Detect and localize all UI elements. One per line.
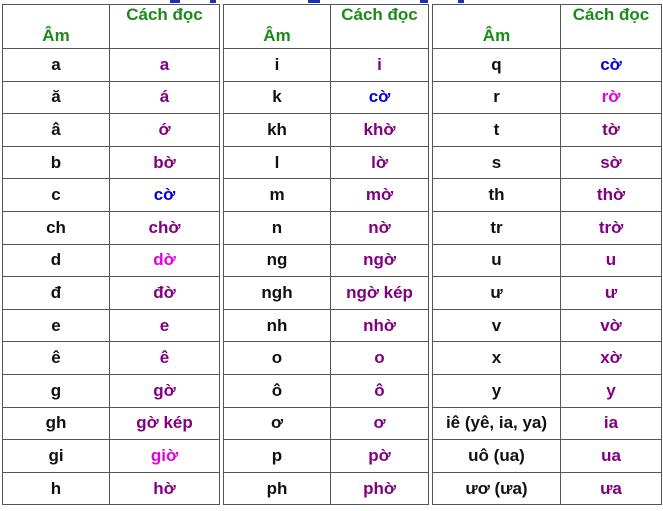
header-cell-cach-doc	[561, 5, 662, 49]
table-row	[224, 342, 429, 375]
pronunciation-cell: thờ	[561, 179, 662, 212]
header-am-label: Âm	[263, 26, 291, 45]
header-row	[433, 5, 662, 49]
letter-cell: o	[224, 342, 331, 375]
header-cell-am	[3, 5, 110, 49]
pronunciation-cell: ư	[561, 277, 662, 310]
letter-cell: ư	[433, 277, 561, 310]
letter-cell: t	[433, 114, 561, 147]
letter-cell: ph	[224, 472, 331, 505]
pronunciation-cell: ua	[561, 440, 662, 473]
table-row	[433, 342, 662, 375]
letter-cell: gh	[3, 407, 110, 440]
table-row	[3, 244, 220, 277]
pronunciation-cell: gờ kép	[110, 407, 220, 440]
pronunciation-cell: gờ	[110, 374, 220, 407]
letter-cell: q	[433, 49, 561, 82]
letter-cell: ê	[3, 342, 110, 375]
table-row	[224, 211, 429, 244]
letter-cell: v	[433, 309, 561, 342]
letter-cell: i	[224, 49, 331, 82]
table-row	[3, 49, 220, 82]
pronunciation-cell: cờ	[561, 49, 662, 82]
letter-cell: p	[224, 440, 331, 473]
letter-cell: ơ	[224, 407, 331, 440]
pronunciation-cell: ưa	[561, 472, 662, 505]
letter-cell: x	[433, 342, 561, 375]
table-row	[224, 179, 429, 212]
table-row	[433, 244, 662, 277]
top-strip-dash	[458, 0, 464, 3]
letter-cell: r	[433, 81, 561, 114]
pronunciation-cell: ia	[561, 407, 662, 440]
table-row	[3, 81, 220, 114]
letter-cell: ngh	[224, 277, 331, 310]
table-row	[224, 277, 429, 310]
pronunciation-cell: ô	[331, 374, 429, 407]
letter-cell: nh	[224, 309, 331, 342]
pronunciation-cell: nờ	[331, 211, 429, 244]
pronunciation-cell: ngờ	[331, 244, 429, 277]
letter-cell: th	[433, 179, 561, 212]
pronunciation-cell: o	[331, 342, 429, 375]
table-row	[3, 342, 220, 375]
letter-cell: s	[433, 146, 561, 179]
table-row	[433, 114, 662, 147]
table-row	[433, 49, 662, 82]
pronunciation-cell: ngờ kép	[331, 277, 429, 310]
table-row	[224, 472, 429, 505]
pronunciation-cell: a	[110, 49, 220, 82]
pronunciation-cell: á	[110, 81, 220, 114]
top-strip-dash	[420, 0, 428, 3]
header-cach-doc-label: Cách đọc	[126, 5, 203, 24]
table-row	[224, 374, 429, 407]
pronunciation-cell: xờ	[561, 342, 662, 375]
table-row	[3, 277, 220, 310]
table-row	[433, 472, 662, 505]
letter-cell: ô	[224, 374, 331, 407]
header-cell-am	[224, 5, 331, 49]
table-row	[433, 374, 662, 407]
table-row	[3, 374, 220, 407]
letter-cell: y	[433, 374, 561, 407]
pronunciation-cell: đờ	[110, 277, 220, 310]
letter-cell: đ	[3, 277, 110, 310]
pronunciation-cell: mờ	[331, 179, 429, 212]
letter-cell: u	[433, 244, 561, 277]
pronunciation-cell: ê	[110, 342, 220, 375]
pronunciation-cell: trờ	[561, 211, 662, 244]
pronunciation-cell: cờ	[110, 179, 220, 212]
table-row	[433, 211, 662, 244]
letter-cell: b	[3, 146, 110, 179]
table-row	[3, 211, 220, 244]
top-strip-dash	[308, 0, 320, 3]
pronunciation-cell: chờ	[110, 211, 220, 244]
pronunciation-cell: e	[110, 309, 220, 342]
header-row	[3, 5, 220, 49]
letter-cell: ng	[224, 244, 331, 277]
pronunciation-cell: u	[561, 244, 662, 277]
table-row	[224, 49, 429, 82]
pronunciation-cell: i	[331, 49, 429, 82]
pronunciation-cell: dờ	[110, 244, 220, 277]
table-row	[224, 309, 429, 342]
header-am-label: Âm	[482, 26, 511, 45]
header-cell-cach-doc	[110, 5, 220, 49]
pronunciation-cell: tờ	[561, 114, 662, 147]
letter-cell: h	[3, 472, 110, 505]
table-row	[3, 146, 220, 179]
alphabet-table	[432, 4, 662, 505]
letter-cell: iê (yê, ia, ya)	[433, 407, 561, 440]
pronunciation-cell: y	[561, 374, 662, 407]
pronunciation-cell: sờ	[561, 146, 662, 179]
letter-cell: kh	[224, 114, 331, 147]
table-row	[433, 179, 662, 212]
pronunciation-cell: cờ	[331, 81, 429, 114]
letter-cell: ch	[3, 211, 110, 244]
top-strip-dash	[170, 0, 180, 3]
letter-cell: uô (ua)	[433, 440, 561, 473]
table-row	[433, 277, 662, 310]
pronunciation-cell: khờ	[331, 114, 429, 147]
table-row	[433, 407, 662, 440]
letter-cell: c	[3, 179, 110, 212]
pronunciation-cell: bờ	[110, 146, 220, 179]
table-row	[3, 472, 220, 505]
alphabet-table	[2, 4, 220, 505]
table-row	[433, 146, 662, 179]
header-row	[224, 5, 429, 49]
letter-cell: gi	[3, 440, 110, 473]
table-row	[224, 114, 429, 147]
letter-cell: e	[3, 309, 110, 342]
letter-cell: d	[3, 244, 110, 277]
table-row	[3, 179, 220, 212]
table-row	[224, 440, 429, 473]
pronunciation-cell: ớ	[110, 114, 220, 147]
table-row	[224, 244, 429, 277]
table-row	[433, 440, 662, 473]
pronunciation-cell: rờ	[561, 81, 662, 114]
table-row	[433, 309, 662, 342]
table-row	[224, 81, 429, 114]
alphabet-table	[223, 4, 429, 505]
letter-cell: a	[3, 49, 110, 82]
letter-cell: â	[3, 114, 110, 147]
letter-cell: g	[3, 374, 110, 407]
header-cach-doc-label: Cách đọc	[341, 5, 418, 24]
letter-cell: k	[224, 81, 331, 114]
alphabet-tables	[2, 4, 662, 505]
header-cell-am	[433, 5, 561, 49]
letter-cell: n	[224, 211, 331, 244]
pronunciation-cell: lờ	[331, 146, 429, 179]
pronunciation-cell: vờ	[561, 309, 662, 342]
table-row	[3, 440, 220, 473]
letter-cell: m	[224, 179, 331, 212]
letter-cell: ươ (ưa)	[433, 472, 561, 505]
pronunciation-cell: giờ	[110, 440, 220, 473]
table-row	[224, 407, 429, 440]
top-strip-dash	[210, 0, 216, 3]
pronunciation-cell: phờ	[331, 472, 429, 505]
letter-cell: l	[224, 146, 331, 179]
table-row	[3, 309, 220, 342]
header-cach-doc-label: Cách đọc	[572, 5, 650, 24]
pronunciation-cell: nhờ	[331, 309, 429, 342]
table-row	[3, 407, 220, 440]
pronunciation-cell: hờ	[110, 472, 220, 505]
pronunciation-cell: pờ	[331, 440, 429, 473]
header-cell-cach-doc	[331, 5, 429, 49]
table-row	[433, 81, 662, 114]
pronunciation-cell: ơ	[331, 407, 429, 440]
table-row	[3, 114, 220, 147]
header-am-label: Âm	[42, 26, 70, 45]
letter-cell: ă	[3, 81, 110, 114]
letter-cell: tr	[433, 211, 561, 244]
table-row	[224, 146, 429, 179]
